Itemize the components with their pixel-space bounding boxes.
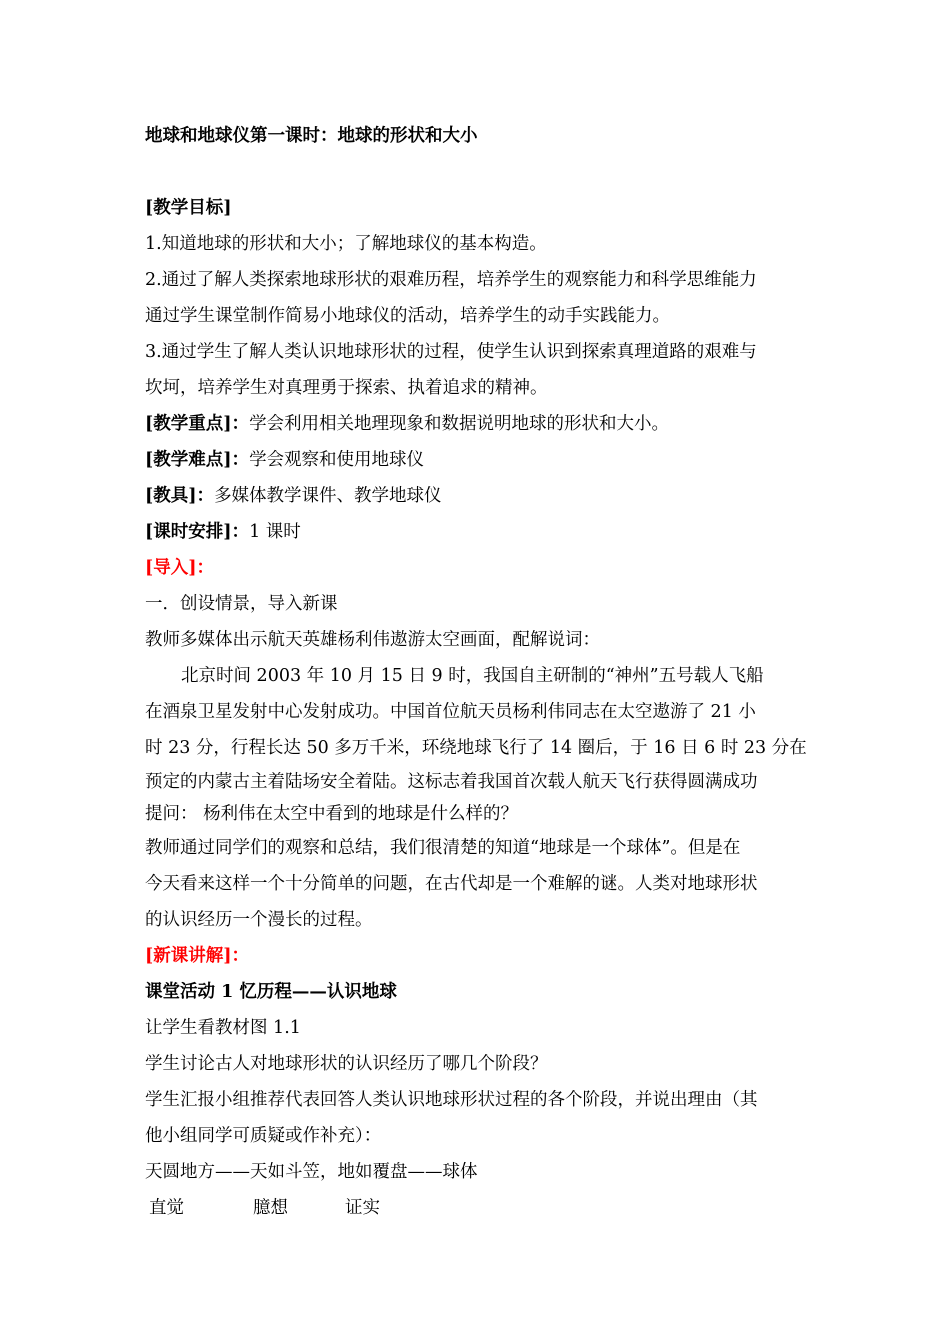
schedule-row bbox=[145, 514, 815, 550]
stages-line: 天圆地方——天如斗笠，地如覆盘——球体 bbox=[145, 1162, 478, 1182]
objective-item-2-line-1: 2.通过了解人类探索地球形状的艰难历程，培养学生的观察能力和科学思维能力 bbox=[145, 270, 757, 290]
report-line-2: 他小组同学可质疑或作补充）： bbox=[145, 1126, 382, 1146]
intro-summary-line-3: 的认识经历一个漫长的过程。 bbox=[145, 910, 373, 930]
stage-labels-row bbox=[145, 1190, 815, 1226]
intro-question: 提问： 杨利伟在太空中看到的地球是什么样的？ bbox=[145, 804, 519, 824]
difficulty-text: 学会观察和使用地球仪 bbox=[249, 450, 425, 470]
intro-teacher-show: 教师多媒体出示航天英雄杨利伟遨游太空画面，配解说词： bbox=[145, 630, 600, 650]
objectives-heading: [教学目标] bbox=[145, 198, 232, 218]
tools-row bbox=[145, 478, 815, 514]
difficulty-row bbox=[145, 442, 815, 478]
tools-label: [教具]： bbox=[145, 486, 215, 506]
look-instruction: 让学生看教材图 1.1 bbox=[145, 1018, 301, 1038]
key-point-row bbox=[145, 406, 815, 442]
activity-title: 课堂活动 1 忆历程——认识地球 bbox=[145, 982, 397, 1002]
difficulty-label: [教学难点]： bbox=[145, 450, 250, 470]
stage-label-intuition: 直觉 bbox=[149, 1198, 184, 1218]
intro-summary-line-2: 今天看来这样一个十分简单的问题，在古代却是一个难解的谜。人类对地球形状 bbox=[145, 874, 758, 894]
intro-step-1: 一．创设情景，导入新课 bbox=[145, 594, 338, 614]
stage-label-proof: 证实 bbox=[345, 1198, 380, 1218]
narration-line-3: 时 23 分，行程长达 50 多万千米，环绕地球飞行了 14 圈后，于 16 日 6 时 23 分在 bbox=[145, 738, 807, 758]
objective-item-2-line-2: 通过学生课堂制作简易小地球仪的活动，培养学生的动手实践能力。 bbox=[145, 306, 670, 326]
narration-line-4: 预定的内蒙古主着陆场安全着陆。这标志着我国首次载人航天飞行获得圆满成功 bbox=[145, 772, 758, 792]
intro-heading: [导入]： bbox=[145, 558, 215, 578]
new-lesson-heading: [新课讲解]： bbox=[145, 946, 250, 966]
report-line-1: 学生汇报小组推荐代表回答人类认识地球形状过程的各个阶段，并说出理由（其 bbox=[145, 1090, 758, 1110]
objective-item-1: 1.知道地球的形状和大小；了解地球仪的基本构造。 bbox=[145, 234, 547, 254]
objective-item-3-line-1: 3.通过学生了解人类认识地球形状的过程，使学生认识到探索真理道路的艰难与 bbox=[145, 342, 757, 362]
intro-summary-line-1: 教师通过同学们的观察和总结，我们很清楚的知道“地球是一个球体”。但是在 bbox=[145, 838, 741, 858]
schedule-text: 1 课时 bbox=[249, 522, 301, 542]
narration-line-1: 北京时间 2003 年 10 月 15 日 9 时，我国自主研制的“神州”五号载人飞船 bbox=[181, 666, 764, 686]
document-page bbox=[145, 118, 815, 1226]
key-point-text: 学会利用相关地理现象和数据说明地球的形状和大小。 bbox=[249, 414, 670, 434]
schedule-label: [课时安排]： bbox=[145, 522, 250, 542]
stage-label-imagination: 臆想 bbox=[253, 1198, 288, 1218]
tools-text: 多媒体教学课件、教学地球仪 bbox=[214, 486, 442, 506]
key-point-label: [教学重点]： bbox=[145, 414, 250, 434]
narration-line-2: 在酒泉卫星发射中心发射成功。中国首位航天员杨利伟同志在太空遨游了 21 小 bbox=[145, 702, 756, 722]
discuss-question: 学生讨论古人对地球形状的认识经历了哪几个阶段？ bbox=[145, 1054, 548, 1074]
document-title: 地球和地球仪第一课时：地球的形状和大小 bbox=[145, 126, 478, 146]
objective-item-3-line-2: 坎坷，培养学生对真理勇于探索、执着追求的精神。 bbox=[145, 378, 548, 398]
